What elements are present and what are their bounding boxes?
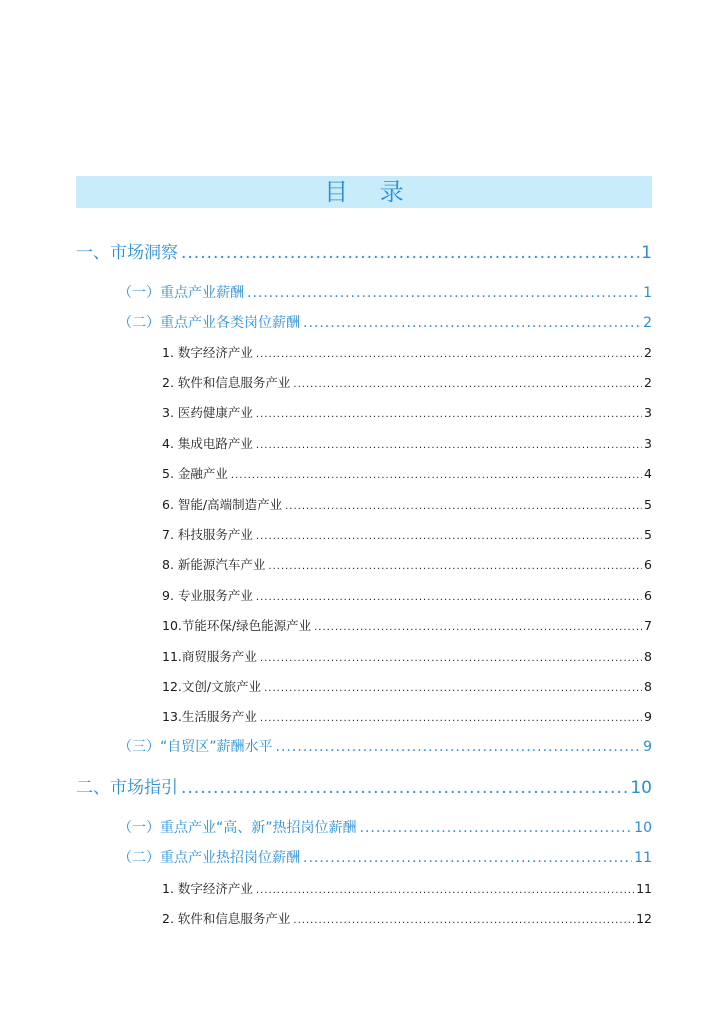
dot-leader <box>256 531 642 542</box>
toc-entry-page: 8 <box>644 679 652 694</box>
toc-entry-subsection[interactable] <box>118 847 652 867</box>
toc-entry-page: 4 <box>644 466 652 481</box>
toc-entry-label: （一）重点产业“高、新”热招岗位薪酬 <box>118 820 357 836</box>
dot-leader <box>293 915 634 926</box>
toc-entry-subsection[interactable] <box>118 817 652 837</box>
toc-entry-page: 11 <box>634 850 652 866</box>
toc-entry-label: 9. 专业服务产业 <box>162 588 253 603</box>
dot-leader <box>276 739 642 755</box>
dot-leader <box>256 885 634 896</box>
dot-leader <box>360 820 633 836</box>
toc-entry-label: 2. 软件和信息服务产业 <box>162 911 291 926</box>
toc-entry-page: 2 <box>644 345 652 360</box>
toc-entry-page: 9 <box>644 709 652 724</box>
toc-entry-page: 8 <box>644 649 652 664</box>
toc-entry-page: 2 <box>644 375 652 390</box>
dot-leader <box>256 592 642 603</box>
dot-leader <box>181 243 639 263</box>
toc-entry-label: 6. 智能/高端制造产业 <box>162 497 283 512</box>
dot-leader <box>260 653 642 664</box>
toc-entry-label: 8. 新能源汽车产业 <box>162 557 266 572</box>
dot-leader <box>247 285 641 301</box>
toc-entry-section[interactable] <box>76 773 652 798</box>
toc-entry-page: 2 <box>643 315 652 331</box>
toc-entry-label: 11.商贸服务产业 <box>162 649 257 664</box>
toc-entry-page: 1 <box>641 243 652 263</box>
toc-entry-label: 7. 科技服务产业 <box>162 527 253 542</box>
toc-entry-page: 6 <box>644 557 652 572</box>
toc-entry-subsection[interactable] <box>118 736 652 756</box>
toc-entry-page: 6 <box>644 588 652 603</box>
toc-entry-page: 3 <box>644 405 652 420</box>
toc-entry-item[interactable] <box>162 434 652 452</box>
toc-entry-page: 3 <box>644 436 652 451</box>
toc-entry-label: （二）重点产业各类岗位薪酬 <box>118 315 300 331</box>
dot-leader <box>256 440 642 451</box>
dot-leader <box>293 379 642 390</box>
dot-leader <box>285 501 642 512</box>
toc-entry-label: 13.生活服务产业 <box>162 709 257 724</box>
toc-entry-item[interactable] <box>162 616 652 634</box>
dot-leader <box>264 683 642 694</box>
dot-leader <box>260 713 642 724</box>
toc-entry-item[interactable] <box>162 525 652 543</box>
toc-entry-item[interactable] <box>162 707 652 725</box>
toc-entry-item[interactable] <box>162 495 652 513</box>
dot-leader <box>268 561 642 572</box>
toc-entry-item[interactable] <box>162 586 652 604</box>
toc-entry-item[interactable] <box>162 403 652 421</box>
toc-entry-page: 10 <box>634 820 652 836</box>
dot-leader <box>256 409 642 420</box>
toc-entry-label: 4. 集成电路产业 <box>162 436 253 451</box>
toc-entry-label: 3. 医药健康产业 <box>162 405 253 420</box>
toc-entry-item[interactable] <box>162 373 652 391</box>
dot-leader <box>231 470 642 481</box>
toc-entry-label: 一、市场洞察 <box>76 243 178 263</box>
toc-entry-subsection[interactable] <box>118 282 652 302</box>
toc-entry-page: 11 <box>636 881 652 896</box>
toc-title: 目 录 <box>324 178 416 206</box>
toc-entry-item[interactable] <box>162 677 652 695</box>
toc-entry-label: 2. 软件和信息服务产业 <box>162 375 291 390</box>
toc-entry-label: （一）重点产业薪酬 <box>118 285 244 301</box>
toc-entry-page: 10 <box>630 778 652 798</box>
toc-entry-label: 10.节能环保/绿色能源产业 <box>162 618 312 633</box>
toc-entry-item[interactable] <box>162 909 652 927</box>
toc-entry-section[interactable] <box>76 238 652 263</box>
dot-leader <box>314 622 642 633</box>
dot-leader <box>303 315 641 331</box>
dot-leader <box>181 778 628 798</box>
toc-entry-item[interactable] <box>162 555 652 573</box>
toc-entry-page: 9 <box>643 739 652 755</box>
toc-entry-label: （三）“自贸区”薪酬水平 <box>118 739 273 755</box>
toc-entry-item[interactable] <box>162 464 652 482</box>
toc-entry-page: 12 <box>636 911 652 926</box>
dot-leader <box>303 850 632 866</box>
toc-entry-label: 12.文创/文旅产业 <box>162 679 262 694</box>
toc-entry-page: 5 <box>644 527 652 542</box>
toc-entry-page: 7 <box>644 618 652 633</box>
toc-entry-subsection[interactable] <box>118 312 652 332</box>
toc-entry-page: 1 <box>643 285 652 301</box>
toc-entry-label: （二）重点产业热招岗位薪酬 <box>118 850 300 866</box>
toc-entry-label: 5. 金融产业 <box>162 466 228 481</box>
toc-entry-page: 5 <box>644 497 652 512</box>
toc-entry-item[interactable] <box>162 647 652 665</box>
toc-entry-item[interactable] <box>162 343 652 361</box>
toc-entry-label: 二、市场指引 <box>76 778 178 798</box>
dot-leader <box>256 349 642 360</box>
toc-entry-item[interactable] <box>162 879 652 897</box>
toc-entry-label: 1. 数字经济产业 <box>162 881 253 896</box>
toc-entry-label: 1. 数字经济产业 <box>162 345 253 360</box>
